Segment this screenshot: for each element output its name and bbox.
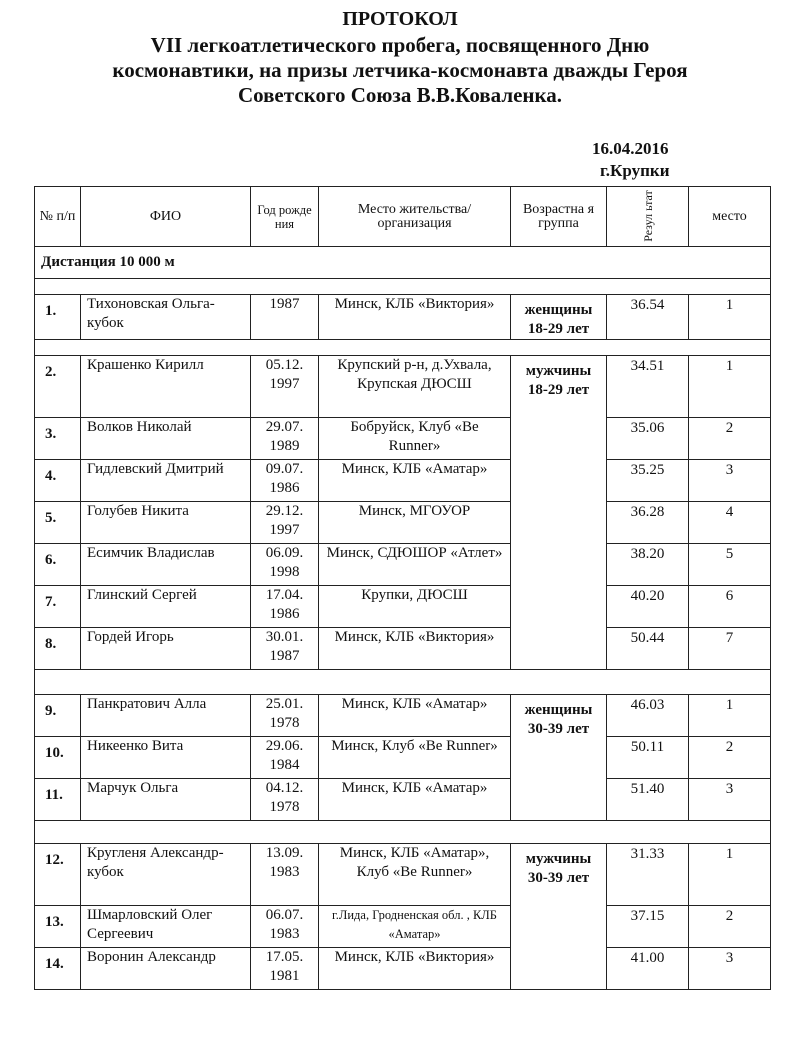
col-header-place: место (689, 187, 771, 247)
table-row (35, 544, 771, 586)
row-year: 30.01. 1987 (251, 628, 319, 670)
row-org: г.Лида, Гродненская обл. , КЛБ «Аматар» (319, 906, 511, 948)
table-row (35, 295, 771, 340)
table-row (35, 948, 771, 990)
table-row (35, 418, 771, 460)
row-result: 41.00 (607, 948, 689, 990)
section-label: Дистанция 10 000 м (35, 247, 771, 279)
row-org: Минск, МГОУОР (319, 502, 511, 544)
table-row (35, 628, 771, 670)
row-result: 35.25 (607, 460, 689, 502)
row-org: Минск, КЛБ «Аматар» (319, 779, 511, 821)
spacer-cell (35, 670, 771, 695)
row-num: 13. (35, 906, 81, 948)
col-header-result-text: Резул ьтат (640, 189, 655, 242)
row-year: 09.07. 1986 (251, 460, 319, 502)
row-org: Минск, КЛБ «Виктория» (319, 295, 511, 340)
row-org: Минск, КЛБ «Аматар», Клуб «Be Runner» (319, 844, 511, 906)
results-table (34, 186, 771, 990)
table-header-row (35, 187, 771, 247)
row-org: Минск, СДЮШОР «Атлет» (319, 544, 511, 586)
row-num: 10. (35, 737, 81, 779)
row-year: 25.01. 1978 (251, 695, 319, 737)
row-num: 4. (35, 460, 81, 502)
row-fio: Голубев Никита (81, 502, 251, 544)
row-year: 17.05. 1981 (251, 948, 319, 990)
table-row (35, 779, 771, 821)
row-result: 36.28 (607, 502, 689, 544)
row-year: 06.09. 1998 (251, 544, 319, 586)
row-place: 1 (689, 295, 771, 340)
row-org: Минск, КЛБ «Аматар» (319, 460, 511, 502)
row-place: 2 (689, 737, 771, 779)
row-place: 1 (689, 695, 771, 737)
row-place: 3 (689, 948, 771, 990)
row-place: 1 (689, 356, 771, 418)
row-result: 46.03 (607, 695, 689, 737)
protocol-subtitle-line2: космонавтики, на призы летчика-космонавта дважды Героя (112, 58, 688, 82)
row-fio: Кругленя Александр-кубок (81, 844, 251, 906)
row-result: 35.06 (607, 418, 689, 460)
row-year: 29.06. 1984 (251, 737, 319, 779)
row-org: Минск, Клуб «Be Runner» (319, 737, 511, 779)
row-num: 8. (35, 628, 81, 670)
row-num: 5. (35, 502, 81, 544)
row-fio: Гидлевский Дмитрий (81, 460, 251, 502)
row-result: 40.20 (607, 586, 689, 628)
row-fio: Панкратович Алла (81, 695, 251, 737)
col-header-fio: ФИО (81, 187, 251, 247)
table-row (35, 906, 771, 948)
row-num: 14. (35, 948, 81, 990)
age-group-label: женщины 30-39 лет (511, 695, 607, 821)
age-group-label: мужчины 18-29 лет (511, 356, 607, 670)
row-fio: Гордей Игорь (81, 628, 251, 670)
event-city: г.Крупки (600, 161, 670, 180)
row-year: 29.12. 1997 (251, 502, 319, 544)
row-fio: Шмарловский Олег Сергеевич (81, 906, 251, 948)
row-place: 1 (689, 844, 771, 906)
spacer-cell (35, 821, 771, 844)
row-fio: Воронин Александр (81, 948, 251, 990)
row-fio: Крашенко Кирилл (81, 356, 251, 418)
row-result: 38.20 (607, 544, 689, 586)
row-fio: Тихоновская Ольга-кубок (81, 295, 251, 340)
col-header-year: Год рожде ния (251, 187, 319, 247)
protocol-subtitle-line1: VII легкоатлетического пробега, посвященного Дню (150, 33, 650, 57)
age-group-label: женщины 18-29 лет (511, 295, 607, 340)
section-row (35, 247, 771, 279)
row-org: Минск, КЛБ «Виктория» (319, 948, 511, 990)
col-header-org: Место жительства/ организация (319, 187, 511, 247)
row-fio: Глинский Сергей (81, 586, 251, 628)
row-result: 51.40 (607, 779, 689, 821)
spacer-row (35, 670, 771, 695)
row-num: 6. (35, 544, 81, 586)
row-num: 11. (35, 779, 81, 821)
row-num: 9. (35, 695, 81, 737)
row-place: 6 (689, 586, 771, 628)
row-num: 1. (35, 295, 81, 340)
row-year: 29.07. 1989 (251, 418, 319, 460)
row-place: 7 (689, 628, 771, 670)
spacer-cell (35, 340, 771, 356)
col-header-num: № п/п (35, 187, 81, 247)
row-fio: Никеенко Вита (81, 737, 251, 779)
table-row (35, 844, 771, 906)
table-row (35, 502, 771, 544)
row-place: 2 (689, 418, 771, 460)
row-org: Крупки, ДЮСШ (319, 586, 511, 628)
row-place: 2 (689, 906, 771, 948)
table-row (35, 737, 771, 779)
spacer-cell (35, 279, 771, 295)
col-header-group: Возрастна я группа (511, 187, 607, 247)
row-year: 04.12. 1978 (251, 779, 319, 821)
row-org: Бобруйск, Клуб «Be Runner» (319, 418, 511, 460)
age-group-label: мужчины 30-39 лет (511, 844, 607, 990)
row-result: 50.11 (607, 737, 689, 779)
row-place: 3 (689, 460, 771, 502)
row-num: 2. (35, 356, 81, 418)
row-year: 05.12. 1997 (251, 356, 319, 418)
spacer-row (35, 340, 771, 356)
row-result: 37.15 (607, 906, 689, 948)
row-org: Минск, КЛБ «Виктория» (319, 628, 511, 670)
row-place: 4 (689, 502, 771, 544)
event-date: 16.04.2016 (592, 139, 669, 158)
row-num: 12. (35, 844, 81, 906)
row-year: 06.07. 1983 (251, 906, 319, 948)
row-org: Минск, КЛБ «Аматар» (319, 695, 511, 737)
col-header-result (607, 187, 689, 247)
row-org: Крупский р-н, д.Ухвала, Крупская ДЮСШ (319, 356, 511, 418)
row-place: 5 (689, 544, 771, 586)
row-fio: Волков Николай (81, 418, 251, 460)
table-row (35, 695, 771, 737)
table-row (35, 586, 771, 628)
row-fio: Есимчик Владислав (81, 544, 251, 586)
row-year: 17.04. 1986 (251, 586, 319, 628)
row-fio: Марчук Ольга (81, 779, 251, 821)
row-num: 3. (35, 418, 81, 460)
table-row (35, 460, 771, 502)
protocol-title: ПРОТОКОЛ (342, 8, 458, 30)
table-row (35, 356, 771, 418)
row-result: 36.54 (607, 295, 689, 340)
protocol-subtitle-line3: Советского Союза В.В.Коваленка. (237, 83, 563, 107)
spacer-row (35, 821, 771, 844)
row-year: 13.09. 1983 (251, 844, 319, 906)
row-num: 7. (35, 586, 81, 628)
row-result: 31.33 (607, 844, 689, 906)
row-result: 50.44 (607, 628, 689, 670)
row-result: 34.51 (607, 356, 689, 418)
row-year: 1987 (251, 295, 319, 340)
spacer-row (35, 279, 771, 295)
row-place: 3 (689, 779, 771, 821)
